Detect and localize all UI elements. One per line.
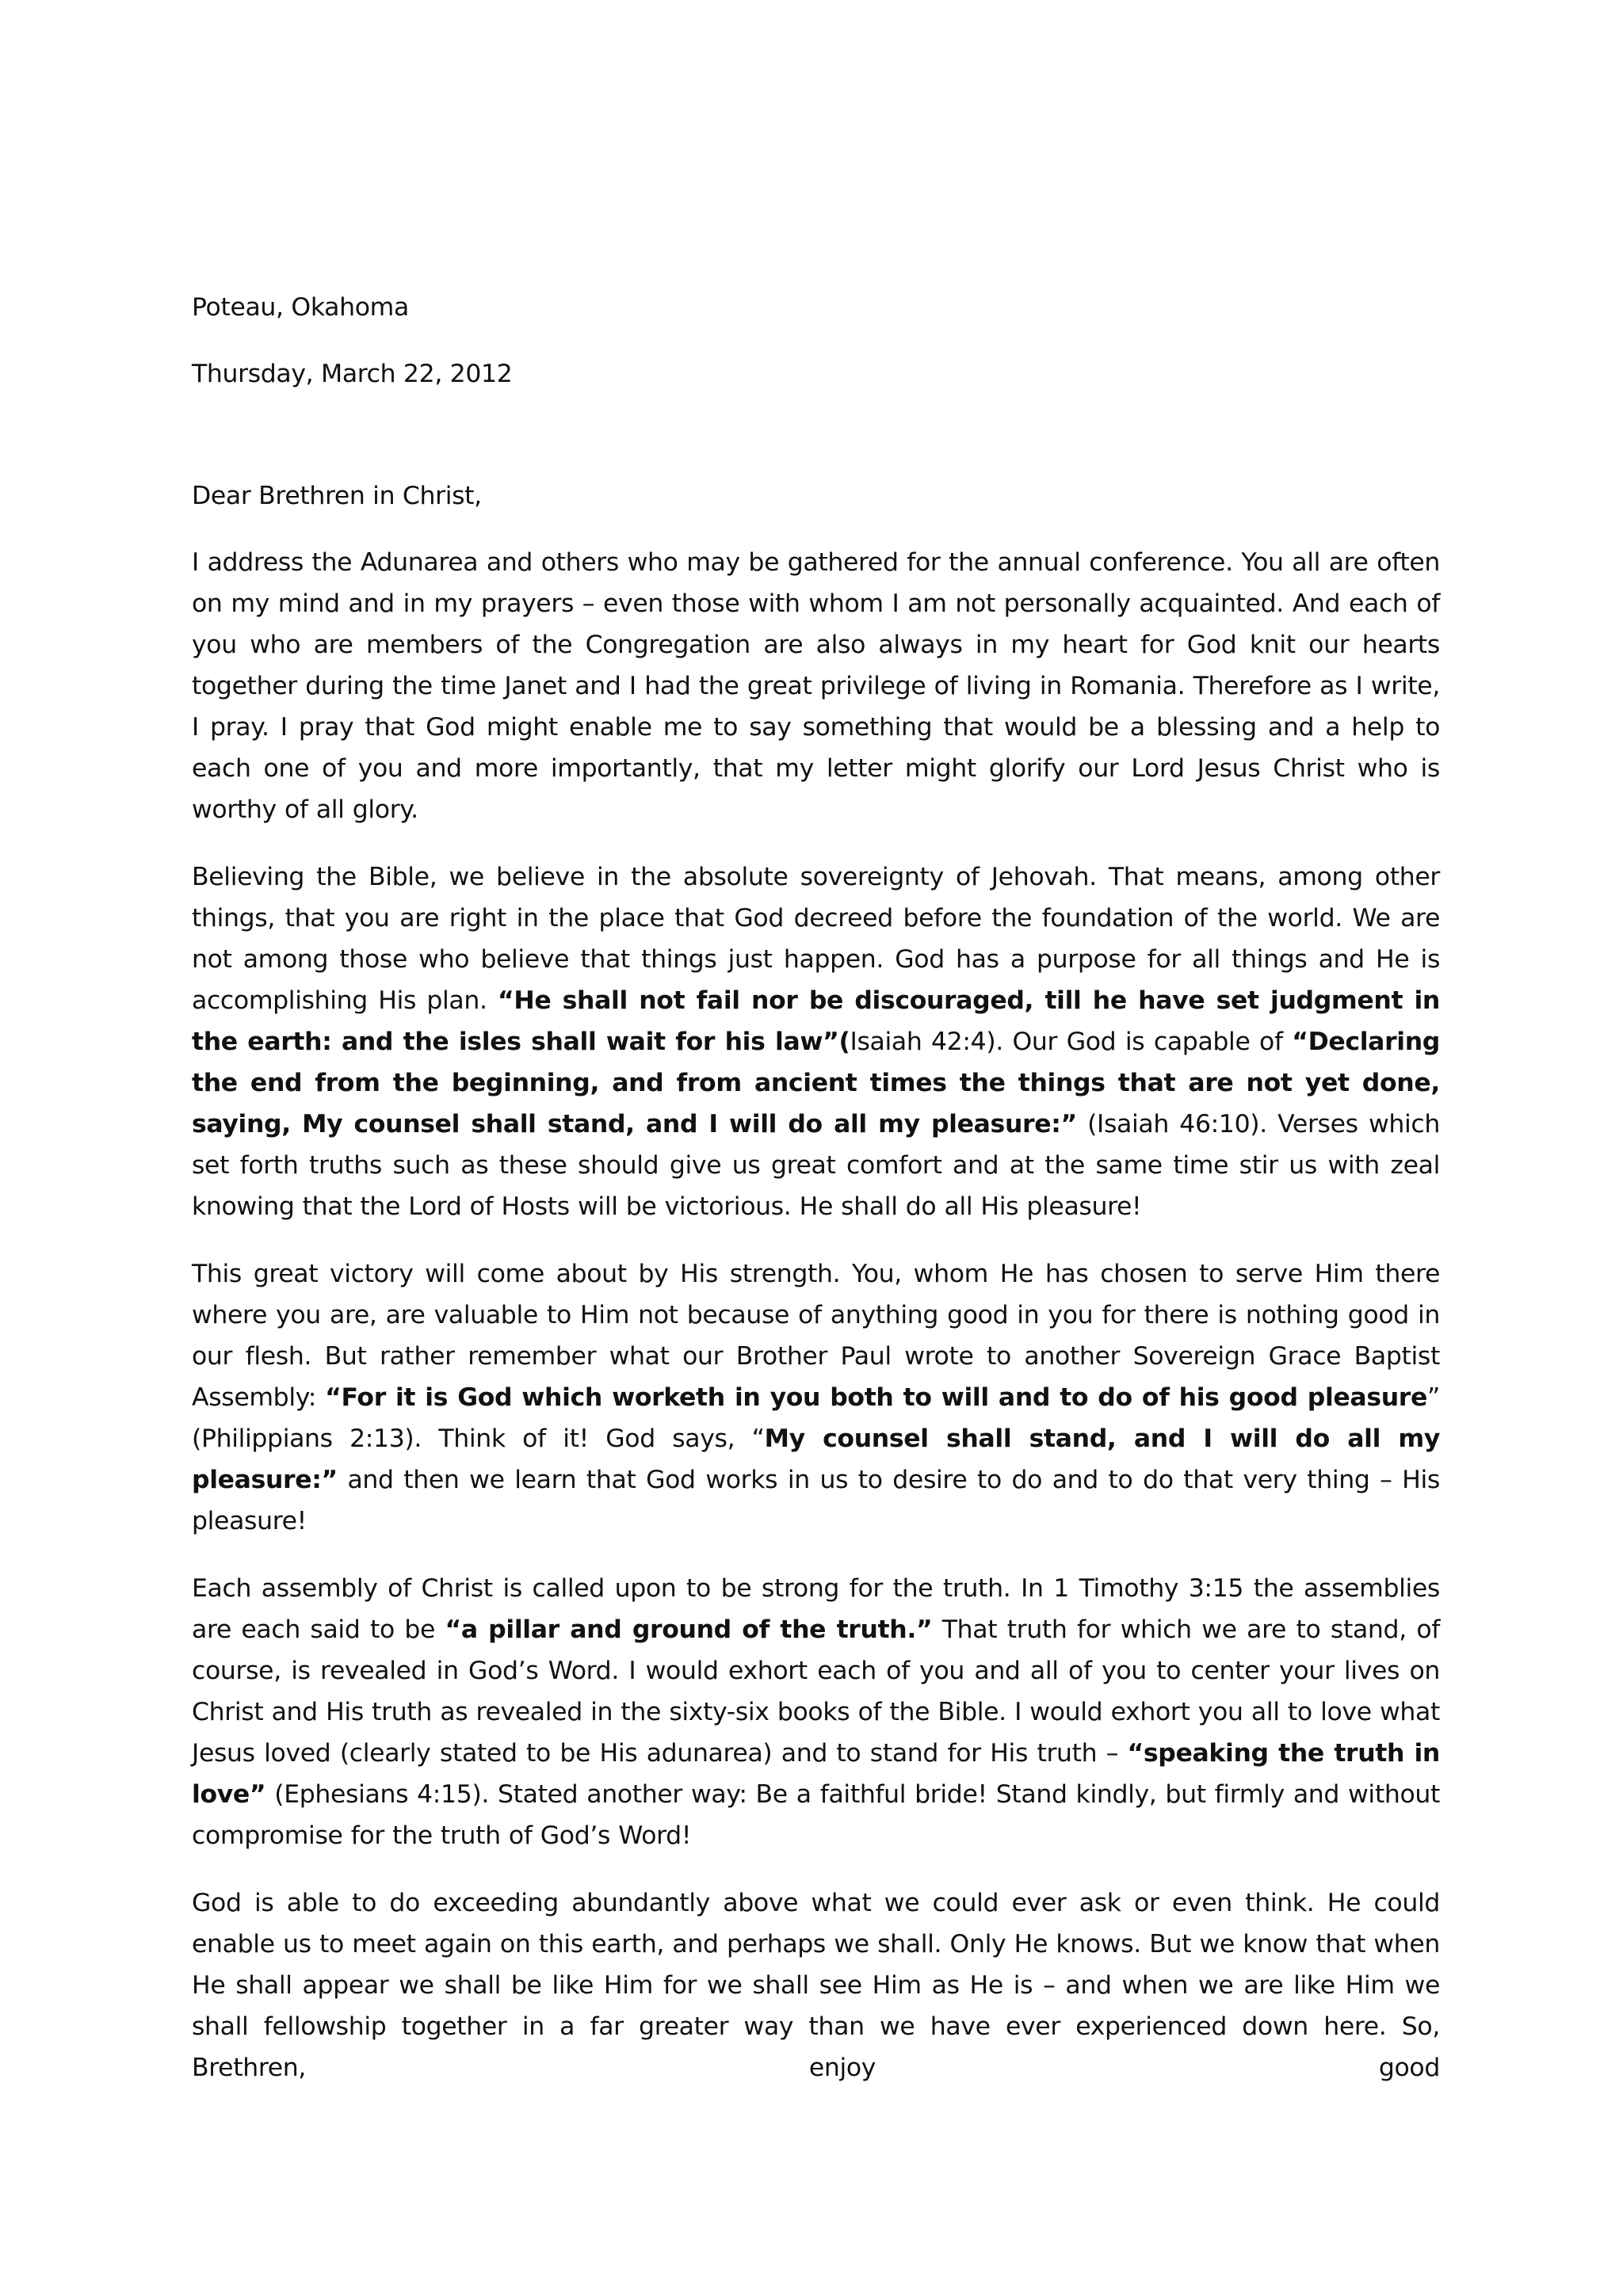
paragraph-1 <box>192 542 1440 830</box>
spacer <box>192 517 1440 542</box>
scripture-quote: “Declaring the end from the beginning, and from ancient times the things that are not yet done, saying, My counsel shall stand, and I will do all my pleasure:” <box>192 1028 1440 1138</box>
paragraph-3 <box>192 1253 1440 1542</box>
paragraph-5 <box>192 1882 1440 2088</box>
scripture-quote: “speaking the truth in love” <box>192 1739 1440 1809</box>
letter-place: Poteau, Okahoma <box>192 293 409 322</box>
paragraph-text: God is able to do exceeding abundantly above what we could ever ask or even think. He could enable us to meet again on this earth, and perhaps we shall. Only He knows. But we know that when He shall appear we shall be like Him for we shall see Him as He is – and when we are like Him we shall fellowship together in a far greater way than we have ever experienced down here. So, Brethren, enjoy good <box>192 1889 1440 2082</box>
letter-body <box>192 287 1440 2115</box>
paragraph-text: That truth for which we are to stand, of course, is revealed in God’s Word. I would exhort each of you and all of you to center your lives on Christ and His truth as revealed in the sixty-six books of the Bible. I would exhort you all to love what Jesus loved (clearly stated to be His adunarea) and to stand for His truth – <box>192 1615 1440 1768</box>
paragraph-text: and then we learn that God works in us to desire to do and to do that very thing – His pleasure! <box>192 1466 1440 1535</box>
scripture-quote: “He shall not fail nor be discouraged, till he have set judgment in the earth: and the isles shall wait for his law”( <box>192 986 1440 1056</box>
paragraph-2 <box>192 856 1440 1227</box>
paragraph-text: ” (Philippians 2:13). Think of it! God says, “ <box>192 1383 1440 1453</box>
letter-date: Thursday, March 22, 2012 <box>192 360 513 388</box>
paragraph-text: (Ephesians 4:15). Stated another way: Be a faithful bride! Stand kindly, but firmly and without compromise for the truth of God’s Word! <box>192 1780 1440 1850</box>
letter-salutation: Dear Brethren in Christ, <box>192 482 482 510</box>
paragraph-text: (Isaiah 46:10). Verses which set forth truths such as these should give us great comfort and at the same time stir us with zeal knowing that the Lord of Hosts will be victorious. He shall do all His pleasure! <box>192 1110 1440 1221</box>
scripture-quote: “For it is God which worketh in you both to will and to do of his good pleasure <box>325 1383 1427 1412</box>
scripture-quote: My counsel shall stand, and I will do all my pleasure:” <box>192 1425 1441 1494</box>
spacer <box>192 395 1440 475</box>
paragraph-text: Isaiah 42:4). Our God is capable of <box>850 1028 1293 1056</box>
paragraph-text: I address the Adunarea and others who may be gathered for the annual conference. You all are often on my mind and in my prayers – even those with whom I am not personally acquainted. And each of you who are members of the Congregation are also always in my heart for God knit our hearts together during the time Janet and I had the great privilege of living in Romania. Therefore as I write, I pray. I pray that God might enable me to say something that would be a blessing and a help to each one of you and more importantly, that my letter might glorify our Lord Jesus Christ who is worthy of all glory. <box>192 548 1440 824</box>
paragraph-text: Each assembly of Christ is called upon to be strong for the truth. In 1 Timothy 3:15 the assemblies are each said to be <box>192 1574 1440 1644</box>
paragraph-text: This great victory will come about by His strength. You, whom He has chosen to serve Him there where you are, are valuable to Him not because of anything good in you for there is nothing good in our flesh. But rather remember what our Brother Paul wrote to another Sovereign Grace Baptist Assembly: <box>192 1260 1440 1412</box>
scripture-quote: “a pillar and ground of the truth.” <box>445 1615 933 1644</box>
spacer <box>192 328 1440 353</box>
paragraph-4 <box>192 1568 1440 1856</box>
paragraph-text: Believing the Bible, we believe in the absolute sovereignty of Jehovah. That means, among other things, that you are right in the place that God decreed before the foundation of the world. We are not among those who believe that things just happen. God has a purpose for all things and He is accomplishing His plan. <box>192 863 1440 1015</box>
